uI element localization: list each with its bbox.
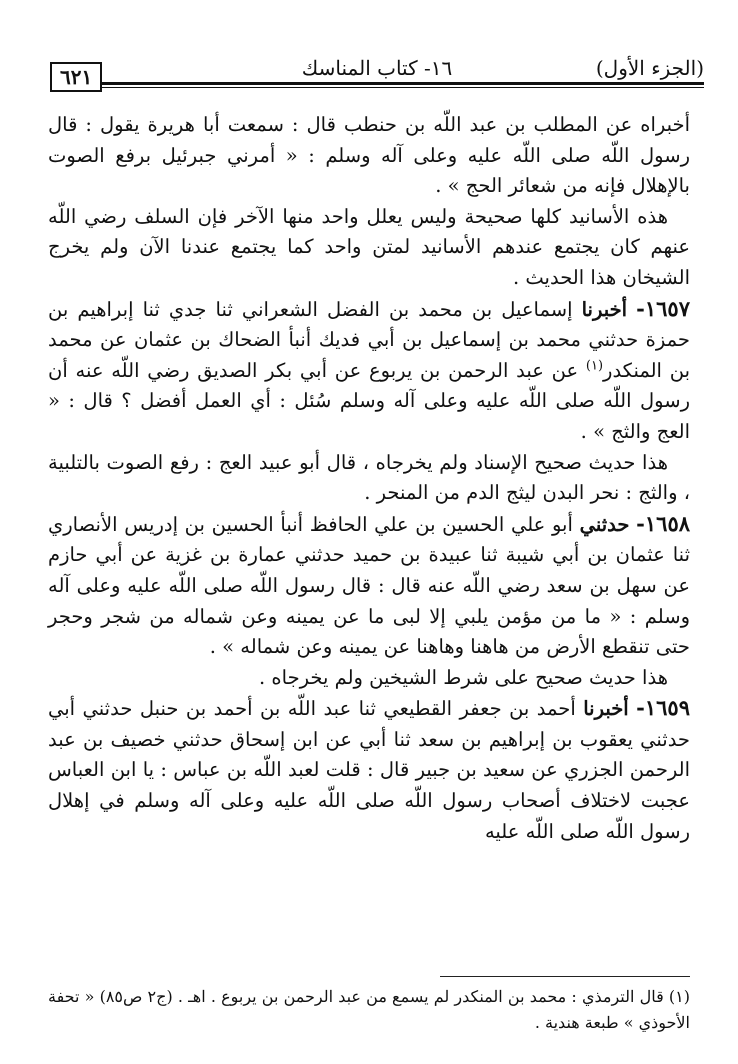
hadith-keyword: حدثني — [579, 512, 630, 536]
footnote-text: قال الترمذي : محمد بن المنكدر لم يسمع من عبد الرحمن بن يربوع . اهـ . (ج٢ ص٨٥) « تحفة الأحوذي » طبعة هندية . — [48, 987, 690, 1032]
paragraph-commentary-1658 — [48, 663, 690, 694]
hadith-1658 — [48, 509, 690, 663]
paragraph-commentary-1657 — [48, 448, 690, 509]
hadith-keyword: أخبرنا — [583, 697, 629, 721]
paragraph-text: هذا حديث صحيح على شرط الشيخين ولم يخرجاه . — [259, 665, 668, 689]
hadith-number: ١٦٥٧- — [636, 295, 690, 321]
hadith-keyword: أخبرنا — [581, 297, 628, 321]
hadith-text: أبو علي الحسين بن علي الحافظ أنبأ الحسين بن إدريس الأنصاري ثنا عثمان بن أبي شيبة ثنا عبيدة بن حميد حدثني عمارة بن غزية عن أبي حازم عن سهل بن سعد رضي اللّه عنه قال : قال رسول اللّه صلى اللّه عليه وعلى آله وسلم : « ما من مؤمن يلبي إلا لبى ما عن يمينه وعن شماله من شجر وحجر حتى تنقطع الأرض من هاهنا وهاهنا عن يمينه وعن شماله » . — [48, 512, 690, 659]
page-number: ٦٢١ — [50, 62, 102, 92]
footnote-separator — [440, 976, 690, 977]
footnote — [48, 984, 690, 1036]
hadith-number: ١٦٥٨- — [636, 510, 691, 536]
footnote-marker: (١) — [668, 987, 691, 1006]
page-body — [48, 110, 690, 847]
paragraph-2 — [48, 202, 690, 294]
hadith-1659 — [48, 693, 690, 847]
volume-title: (الجزء الأول) — [595, 56, 704, 80]
paragraph-text: هذه الأسانيد كلها صحيحة وليس يعلل واحد منها الآخر فإن السلف رضي اللّه عنهم كان يجتمع عندهم الأسانيد لمتن واحد كما يجتمع عندنا الآن ولم يخرج الشيخان هذا الحديث . — [48, 204, 690, 289]
paragraph-1 — [48, 110, 690, 202]
hadith-number: ١٦٥٩- — [636, 695, 690, 721]
book-title: ١٦- كتاب المناسك — [301, 56, 453, 80]
header-rule — [102, 82, 704, 88]
paragraph-text: أخبراه عن المطلب بن عبد اللّه بن حنطب قال : سمعت أبا هريرة يقول : قال رسول اللّه صلى اللّه عليه وعلى آله وسلم : « أمرني جبرئيل برفع الصوت بالإهلال فإنه من شعائر الحج » . — [48, 113, 690, 198]
hadith-text: أحمد بن جعفر القطيعي ثنا عبد اللّه بن أحمد بن حنبل حدثني أبي حدثني يعقوب بن إبراهيم بن سعد ثنا أبي عن ابن إسحاق حدثني خصيف بن عبد الرحمن الجزري عن سعيد بن جبير قال : قلت لعبد اللّه بن عباس : يا ابن العباس عجبت لاختلاف أصحاب رسول اللّه صلى اللّه عليه وعلى آله وسلم في إهلال رسول اللّه صلى اللّه عليه — [48, 697, 690, 843]
footnote-reference: (١) — [585, 358, 604, 374]
hadith-text-continued: عن عبد الرحمن بن يربوع عن أبي بكر الصديق رضي اللّه عنه أن رسول اللّه صلى اللّه عليه وعلى آله وسلم سُئل : أي العمل أفضل ؟ قال : « العج والثج » . — [48, 358, 690, 443]
paragraph-text: هذا حديث صحيح الإسناد ولم يخرجاه ، قال أبو عبيد العج : رفع الصوت بالتلبية ، والثج : نحر البدن ليثج الدم من المنحر . — [48, 450, 690, 505]
page-header — [50, 52, 704, 92]
hadith-1657 — [48, 294, 690, 448]
hadith-text: إسماعيل بن محمد بن الفضل الشعراني ثنا جدي ثنا إبراهيم بن حمزة حدثني محمد بن إسماعيل بن أبي فديك أنبأ الضحاك بن عثمان عن محمد بن المنكدر — [48, 297, 690, 382]
